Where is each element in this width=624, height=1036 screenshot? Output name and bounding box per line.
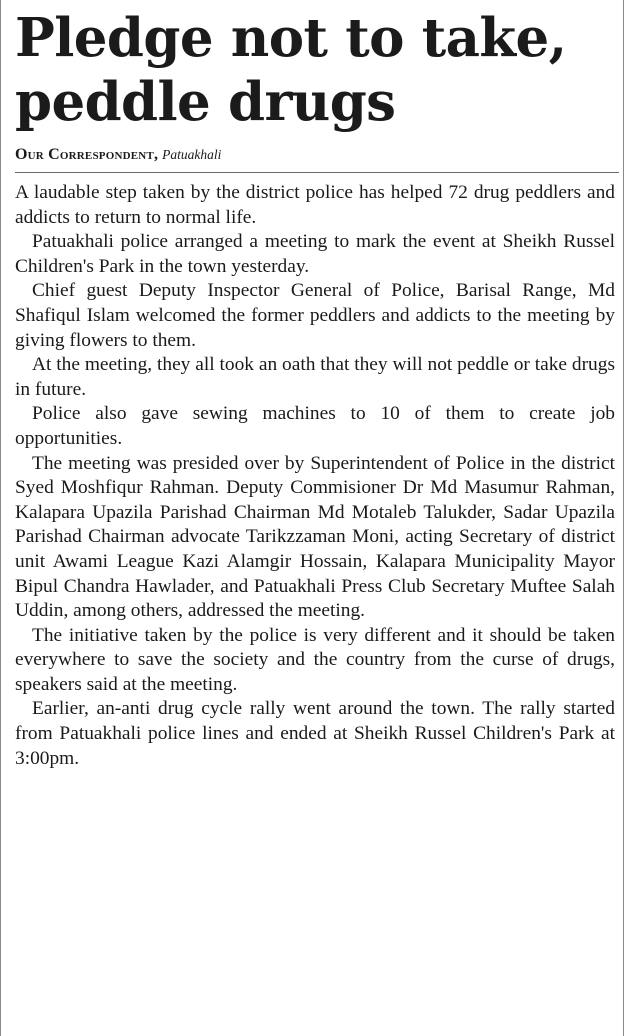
paragraph-4: At the meeting, they all took an oath that they will not peddle or take drugs in future. (15, 354, 615, 400)
paragraph-2: Patuakhali police arranged a meeting to mark the event at Sheikh Russel Children's Park in the town yesterday. (15, 231, 615, 277)
article-body (15, 181, 619, 771)
headline-line-1: Pledge not to take, (15, 7, 567, 69)
paragraph-6: The meeting was presided over by Superintendent of Police in the district Syed Moshfiqur Rahman. Deputy Commisioner Dr Md Masumur Rahman, Kalapara Upazila Parishad Chairman Md Motaleb Talukder, Sadar Upazila Parishad Chairman advocate Tarikzzaman Moni, acting Secretary of district unit Awami League Kazi Alamgir Hossain, Kalapara Municipality Mayor Bipul Chandra Hawlader, and Patuakhali Press Club Secretary Muftee Salah Uddin, among others, addressed the meeting. (15, 452, 615, 622)
byline-location: Patuakhali (162, 147, 222, 162)
headline (15, 6, 619, 134)
headline-line-2: peddle drugs (15, 71, 396, 133)
paragraph-3: Chief guest Deputy Inspector General of Police, Barisal Range, Md Shafiqul Islam welcomed the former peddlers and addicts to the meeting by giving flowers to them. (15, 280, 615, 351)
paragraph-5: Police also gave sewing machines to 10 of them to create job opportunities. (15, 403, 615, 449)
paragraph-8: Earlier, an-anti drug cycle rally went around the town. The rally started from Patuakhali police lines and ended at Sheikh Russel Children's Park at 3:00pm. (15, 698, 615, 769)
paragraph-7: The initiative taken by the police is very different and it should be taken everywhere to save the society and the country from the curse of drugs, speakers said at the meeting. (15, 624, 615, 695)
byline-author: Our Correspondent, (15, 146, 159, 163)
paragraph-1: A laudable step taken by the district police has helped 72 drug peddlers and addicts to return to normal life. (15, 182, 615, 228)
byline (15, 146, 619, 173)
